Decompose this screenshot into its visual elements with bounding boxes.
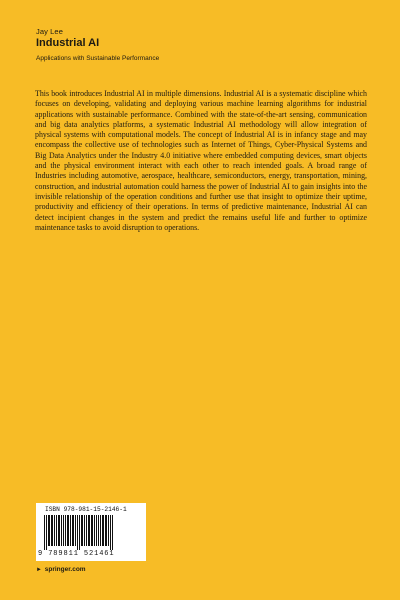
publisher-url: springer.com <box>44 566 86 573</box>
barcode-bar <box>48 515 50 546</box>
barcode-bar <box>54 515 55 546</box>
book-title: Industrial AI <box>36 37 100 49</box>
barcode-bar <box>70 515 71 546</box>
barcode-bar <box>105 515 107 546</box>
barcode-bar <box>44 515 45 550</box>
barcode-bar <box>91 515 93 546</box>
barcode-box <box>36 503 146 561</box>
barcode-bar <box>102 515 104 546</box>
book-description: This book introduces Industrial AI in multiple dimensions. Industrial AI is a systematic discipline which focuses on developing, validating and deploying various machine learning algorithms for industrial applications with sustainable performance. Combined with the state-of-the-art sensing, communication and big data analytics platforms, a systematic Industrial AI methodology will allow integration of physical systems with computational models. The concept of Industrial AI is in infancy stage and may encompass the collective use of technologies such as Internet of Things, Cyber-Physical Systems and Big Data Analytics under the Industry 4.0 initiative where embedded computing devices, smart objects and the physical environment interact with each other to reach intended goals. A broad range of Industries including automotive, aerospace, healthcare, semiconductors, energy, transportation, mining, construction, and industrial automation could harness the power of Industrial AI to gain insights into the invisible relationship of the operation conditions and further use that insight to optimize their uptime, productivity and efficiency of their operations. In terms of predictive maintenance, Industrial AI can detect incipient changes in the system and predict the remains useful life and further to optimize maintenance tasks to avoid disruption to operations. <box>35 89 367 232</box>
barcode-bar <box>65 515 66 546</box>
barcode-bar <box>46 515 47 550</box>
barcode-bar <box>56 515 57 546</box>
barcode-bar <box>58 515 60 546</box>
barcode-bar <box>88 515 90 546</box>
barcode-bar <box>98 515 99 546</box>
barcode-bar <box>108 515 109 546</box>
barcode-bar <box>84 515 85 546</box>
barcode-bar <box>112 515 113 550</box>
barcode-icon <box>44 515 138 550</box>
book-subtitle: Applications with Sustainable Performance <box>36 55 160 62</box>
barcode-bar <box>72 515 74 546</box>
barcode-bar <box>79 515 80 550</box>
barcode-bar <box>63 515 64 546</box>
arrow-icon: ► <box>36 567 42 573</box>
barcode-bar <box>94 515 95 546</box>
barcode-bar <box>110 515 111 550</box>
barcode-bar <box>96 515 97 546</box>
publisher-link[interactable] <box>36 566 86 573</box>
barcode-digits: 9 789811 521461 <box>38 550 115 558</box>
barcode-bar <box>86 515 87 546</box>
barcode-bar <box>67 515 69 546</box>
barcode-bar <box>51 515 53 546</box>
barcode-bar <box>77 515 78 550</box>
barcode-bar <box>61 515 62 546</box>
barcode-bar <box>100 515 101 546</box>
barcode-bar <box>81 515 83 546</box>
author-name: Jay Lee <box>36 27 63 36</box>
barcode-bar <box>75 515 76 546</box>
isbn-label: ISBN 978-981-15-2146-1 <box>45 506 127 513</box>
